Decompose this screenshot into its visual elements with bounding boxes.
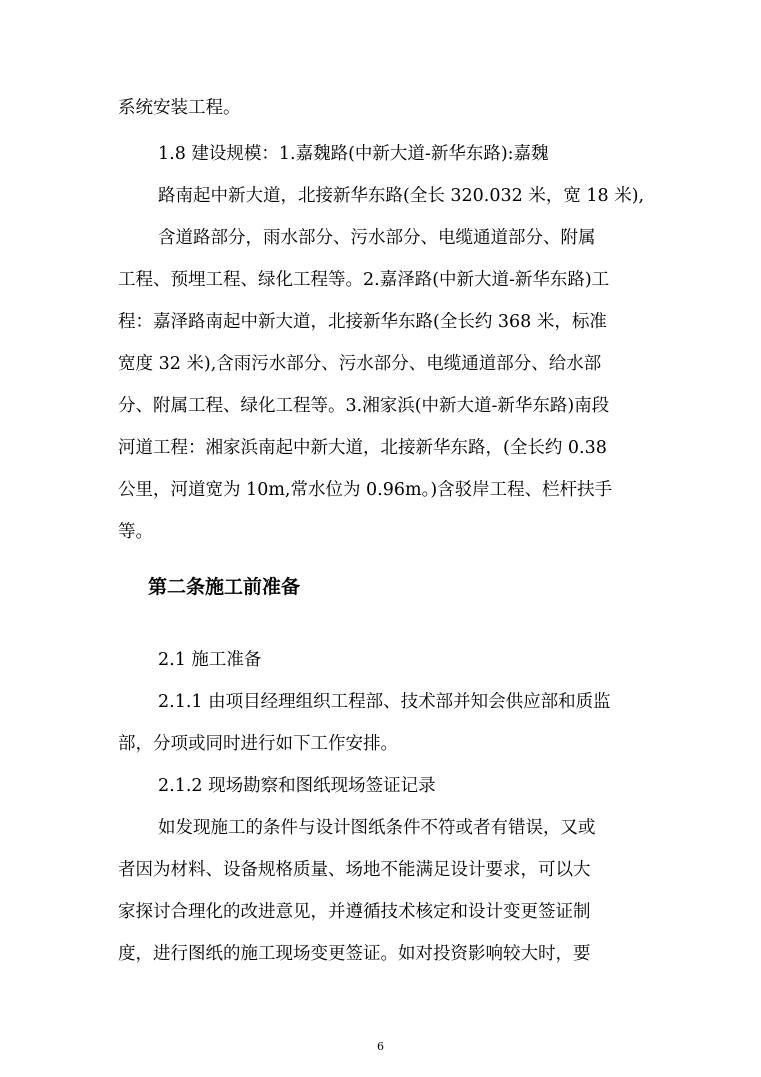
body-line: 者因为材料、设备规格质量、场地不能满足设计要求，可以大 xyxy=(118,860,591,880)
body-line: 1.8 建设规模：1.嘉魏路(中新大道-新华东路):嘉魏 xyxy=(158,144,549,164)
body-line: 公里，河道宽为 10m,常水位为 0.96m。)含驳岸工程、栏杆扶手 xyxy=(118,480,613,500)
body-line: 宽度 32 米),含雨污水部分、污水部分、电缆通道部分、给水部 xyxy=(118,354,602,374)
body-line: 等。 xyxy=(118,522,153,542)
body-line: 度，进行图纸的施工现场变更签证。如对投资影响较大时，要 xyxy=(118,944,591,964)
body-line: 工程、预埋工程、绿化工程等。2.嘉泽路(中新大道-新华东路)工 xyxy=(118,270,610,290)
body-line: 程：嘉泽路南起中新大道，北接新华东路(全长约 368 米，标准 xyxy=(118,312,607,332)
body-line: 2.1.1 由项目经理组织工程部、技术部并知会供应部和质监 xyxy=(158,692,611,712)
subsection-title: 2.1.2 现场勘察和图纸现场签证记录 xyxy=(158,776,436,796)
body-line: 家探讨合理化的改进意见，并遵循技术核定和设计变更签证制 xyxy=(118,902,591,922)
body-line: 河道工程：湘家浜南起中新大道，北接新华东路，(全长约 0.38 xyxy=(118,438,607,458)
body-line: 部，分项或同时进行如下工作安排。 xyxy=(118,734,398,754)
body-line: 如发现施工的条件与设计图纸条件不符或者有错误，又或 xyxy=(158,818,596,838)
section-heading: 第二条施工前准备 xyxy=(148,576,301,598)
page-number: 6 xyxy=(377,1040,384,1053)
subsection-title: 2.1 施工准备 xyxy=(158,650,262,670)
body-line: 含道路部分，雨水部分、污水部分、电缆通道部分、附属 xyxy=(158,228,596,248)
body-line: 系统安装工程。 xyxy=(118,98,241,118)
body-line: 分、附属工程、绿化工程等。3.湘家浜(中新大道-新华东路)南段 xyxy=(118,396,610,416)
body-line: 路南起中新大道，北接新华东路(全长 320.032 米，宽 18 米), xyxy=(158,186,645,206)
